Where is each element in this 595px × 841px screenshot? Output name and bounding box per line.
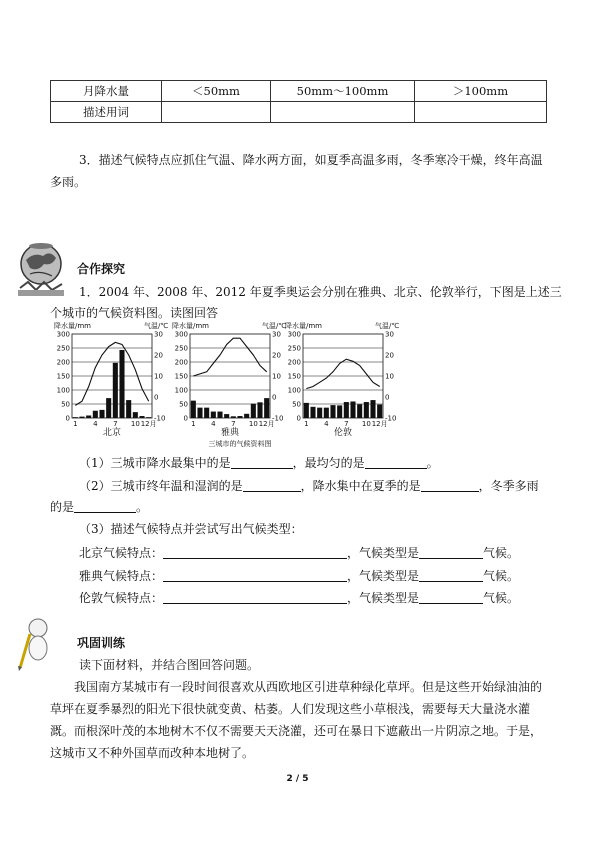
- climate-row-london: [79, 588, 519, 608]
- y-axis-left-label: 降水量/mm: [54, 322, 91, 330]
- table-cell: 描述用词: [51, 102, 162, 123]
- climate-end-label: 气候。: [483, 591, 520, 605]
- left-tick-label: 100: [174, 386, 188, 395]
- answer-blank[interactable]: [419, 567, 483, 582]
- section-heading-consolidation: 巩固训练: [77, 636, 126, 650]
- precip-bar: [304, 403, 309, 418]
- left-tick-label: 200: [174, 358, 188, 367]
- table-row: [51, 102, 547, 123]
- climate-type-label: ，气候类型是: [347, 546, 420, 560]
- x-tick-label: 10: [361, 420, 371, 428]
- item-3-continuation: 多雨。: [50, 175, 87, 189]
- pencil-figure-icon: [14, 616, 58, 672]
- climate-type-label: ，气候类型是: [347, 591, 420, 605]
- answer-blank[interactable]: [231, 454, 293, 469]
- right-tick-label: 30: [272, 330, 281, 339]
- right-tick-label: -10: [272, 414, 284, 423]
- left-tick-label: 200: [287, 358, 301, 367]
- x-tick-label: 1: [304, 420, 309, 428]
- question-1-sub-2-continuation: [50, 497, 148, 517]
- rainfall-table: [50, 80, 547, 123]
- right-tick-label: 10: [154, 372, 163, 381]
- left-tick-label: 300: [174, 330, 188, 339]
- table-cell: ＞100mm: [415, 81, 547, 102]
- precip-bar: [377, 405, 382, 418]
- sub-2-text-b: ，降水集中在夏季的是: [300, 479, 421, 493]
- precip-bar: [133, 412, 138, 418]
- left-tick-label: 150: [56, 372, 70, 381]
- x-tick-label: 12月: [140, 420, 157, 428]
- precip-bar: [119, 350, 124, 418]
- reading-passage: 我国南方某城市有一段时间很喜欢从西欧地区引进草种绿化草坪。但是这些开始绿油油的草坪在夏季暴烈的阳光下很快就变黄、枯萎。人们发现这些小草根浅，需要每天大量浇水灌溉。而根深叶茂的本地树木不仅不需要天天浇灌，还可在暴日下遮蔽出一片阴凉之地。于是，这城市又不种外国草而改种本地树了。: [50, 680, 543, 760]
- precip-bar: [350, 401, 355, 418]
- left-tick-label: 50: [179, 400, 188, 409]
- x-tick-label: 4: [324, 420, 329, 428]
- precip-bar: [264, 398, 269, 418]
- climate-type-label: ，气候类型是: [347, 569, 420, 583]
- answer-blank[interactable]: [419, 544, 483, 559]
- precip-bar: [113, 363, 118, 418]
- left-tick-label: 100: [287, 386, 301, 395]
- x-tick-label: 4: [211, 420, 216, 428]
- sub-1-text-c: 。: [426, 456, 439, 470]
- table-cell: ＜50mm: [162, 81, 271, 102]
- temperature-line: [306, 359, 379, 388]
- section-heading-cooperative-inquiry: 合作探究: [77, 262, 126, 276]
- precip-bar: [224, 414, 229, 418]
- y-axis-right-label: 气温/℃: [262, 322, 287, 330]
- precip-bar: [93, 411, 98, 418]
- right-tick-label: -10: [385, 414, 397, 423]
- right-tick-label: 20: [154, 351, 163, 360]
- climate-charts-figure: [50, 320, 410, 452]
- answer-blank[interactable]: [74, 498, 136, 513]
- x-tick-label: 1: [73, 420, 78, 428]
- left-tick-label: 250: [174, 344, 188, 353]
- precip-bar: [204, 408, 209, 418]
- climate-city-label: 伦敦气候特点：: [79, 591, 164, 605]
- x-tick-label: 7: [344, 420, 349, 428]
- climate-row-athens: [79, 566, 519, 586]
- answer-blank[interactable]: [163, 589, 347, 604]
- answer-blank[interactable]: [421, 477, 479, 492]
- precip-bar: [139, 416, 144, 418]
- table-cell: [415, 102, 547, 123]
- sub-2-text-a: （2）三城市终年温和湿润的是: [79, 479, 243, 493]
- answer-blank[interactable]: [163, 567, 347, 582]
- left-tick-label: 150: [287, 372, 301, 381]
- sub-1-text-b: ，最均匀的是: [292, 456, 365, 470]
- left-tick-label: 300: [56, 330, 70, 339]
- precip-bar: [317, 408, 322, 418]
- precip-bar: [251, 404, 256, 418]
- city-label: 北京: [102, 428, 122, 438]
- question-1-line-1: 1．2004 年、2008 年、2012 年夏季奥运会分别在雅典、北京、伦敦举行，下图是上述三: [79, 285, 562, 299]
- precip-bar: [244, 414, 249, 418]
- precip-bar: [191, 401, 196, 418]
- y-axis-left-label: 降水量/mm: [285, 322, 322, 330]
- precip-bar: [364, 402, 369, 418]
- table-cell: [271, 102, 415, 123]
- question-1-line-2: 个城市的气候资料图。读图回答: [50, 306, 219, 320]
- section-2-instruction: 读下面材料，并结合图回答问题。: [79, 658, 260, 672]
- city-label: 雅典: [220, 428, 240, 438]
- right-tick-label: 0: [154, 393, 159, 402]
- climate-city-label: 雅典气候特点：: [79, 569, 164, 583]
- x-tick-label: 12月: [258, 420, 275, 428]
- left-tick-label: 0: [65, 414, 70, 423]
- right-tick-label: 30: [385, 330, 394, 339]
- precip-bar: [330, 405, 335, 418]
- item-3-text: 3．描述气候特点应抓住气温、降水两方面，如夏季高温多雨，冬季寒冷干燥，终年高温: [79, 153, 543, 167]
- precip-bar: [357, 404, 362, 418]
- precip-bar: [126, 400, 131, 418]
- precip-bar: [99, 410, 104, 418]
- x-tick-label: 1: [191, 420, 196, 428]
- city-label: 伦敦: [333, 428, 353, 438]
- page-number: 2 / 5: [286, 774, 309, 784]
- question-1-sub-3: （3）描述气候特点并尝试写出气候类型：: [79, 522, 303, 536]
- precip-bar: [370, 400, 375, 418]
- table-cell: 月降水量: [51, 81, 162, 102]
- sub-2-cont-b: 。: [136, 500, 149, 514]
- right-tick-label: -10: [154, 414, 166, 423]
- y-axis-right-label: 气温/℃: [375, 322, 400, 330]
- table-row: [51, 81, 547, 102]
- right-tick-label: 10: [385, 372, 394, 381]
- left-tick-label: 0: [296, 414, 301, 423]
- precip-bar: [211, 412, 216, 418]
- precip-bar: [73, 417, 78, 418]
- precip-bar: [217, 412, 222, 418]
- right-tick-label: 20: [385, 351, 394, 360]
- answer-blank[interactable]: [243, 477, 301, 492]
- precip-bar: [231, 416, 236, 418]
- x-tick-label: 10: [248, 420, 258, 428]
- right-tick-label: 0: [272, 393, 277, 402]
- climate-row-beijing: [79, 543, 519, 563]
- right-tick-label: 10: [272, 372, 281, 381]
- x-tick-label: 10: [130, 420, 140, 428]
- temperature-line: [75, 342, 148, 405]
- precip-bar: [324, 408, 329, 418]
- precip-bar: [344, 402, 349, 418]
- table-cell: 50mm～100mm: [271, 81, 415, 102]
- globe-mascot-icon: [10, 238, 72, 300]
- question-1-sub-2: [79, 476, 539, 496]
- answer-blank[interactable]: [419, 589, 483, 604]
- question-1-sub-1: [79, 453, 439, 473]
- precip-bar: [106, 398, 111, 418]
- left-tick-label: 250: [287, 344, 301, 353]
- right-tick-label: 0: [385, 393, 390, 402]
- x-tick-label: 12月: [371, 420, 388, 428]
- temperature-line: [193, 338, 266, 376]
- precip-bar: [79, 417, 84, 418]
- y-axis-right-label: 气温/℃: [144, 322, 169, 330]
- climate-city-label: 北京气候特点：: [79, 546, 164, 560]
- precip-bar: [257, 402, 262, 418]
- left-tick-label: 200: [56, 358, 70, 367]
- x-tick-label: 7: [231, 420, 236, 428]
- precip-bar: [310, 407, 315, 418]
- answer-blank[interactable]: [365, 454, 427, 469]
- right-tick-label: 30: [154, 330, 163, 339]
- climate-end-label: 气候。: [483, 546, 520, 560]
- precip-bar: [146, 417, 151, 418]
- table-cell: [162, 102, 271, 123]
- left-tick-label: 50: [61, 400, 70, 409]
- precip-bar: [197, 408, 202, 418]
- sub-2-cont-a: 的是: [50, 500, 75, 514]
- precip-bar: [337, 405, 342, 418]
- figure-caption: 三城市的气候资料图: [208, 440, 272, 448]
- sub-2-text-c: ，冬季多雨: [478, 479, 539, 493]
- precip-bar: [237, 416, 242, 418]
- left-tick-label: 300: [287, 330, 301, 339]
- sub-1-text-a: （1）三城市降水最集中的是: [79, 456, 231, 470]
- y-axis-left-label: 降水量/mm: [172, 322, 209, 330]
- answer-blank[interactable]: [163, 544, 347, 559]
- x-tick-label: 4: [93, 420, 98, 428]
- left-tick-label: 100: [56, 386, 70, 395]
- climate-end-label: 气候。: [483, 569, 520, 583]
- precip-bar: [86, 415, 91, 418]
- left-tick-label: 50: [292, 400, 301, 409]
- right-tick-label: 20: [272, 351, 281, 360]
- left-tick-label: 150: [174, 372, 188, 381]
- left-tick-label: 0: [183, 414, 188, 423]
- x-tick-label: 7: [113, 420, 118, 428]
- left-tick-label: 250: [56, 344, 70, 353]
